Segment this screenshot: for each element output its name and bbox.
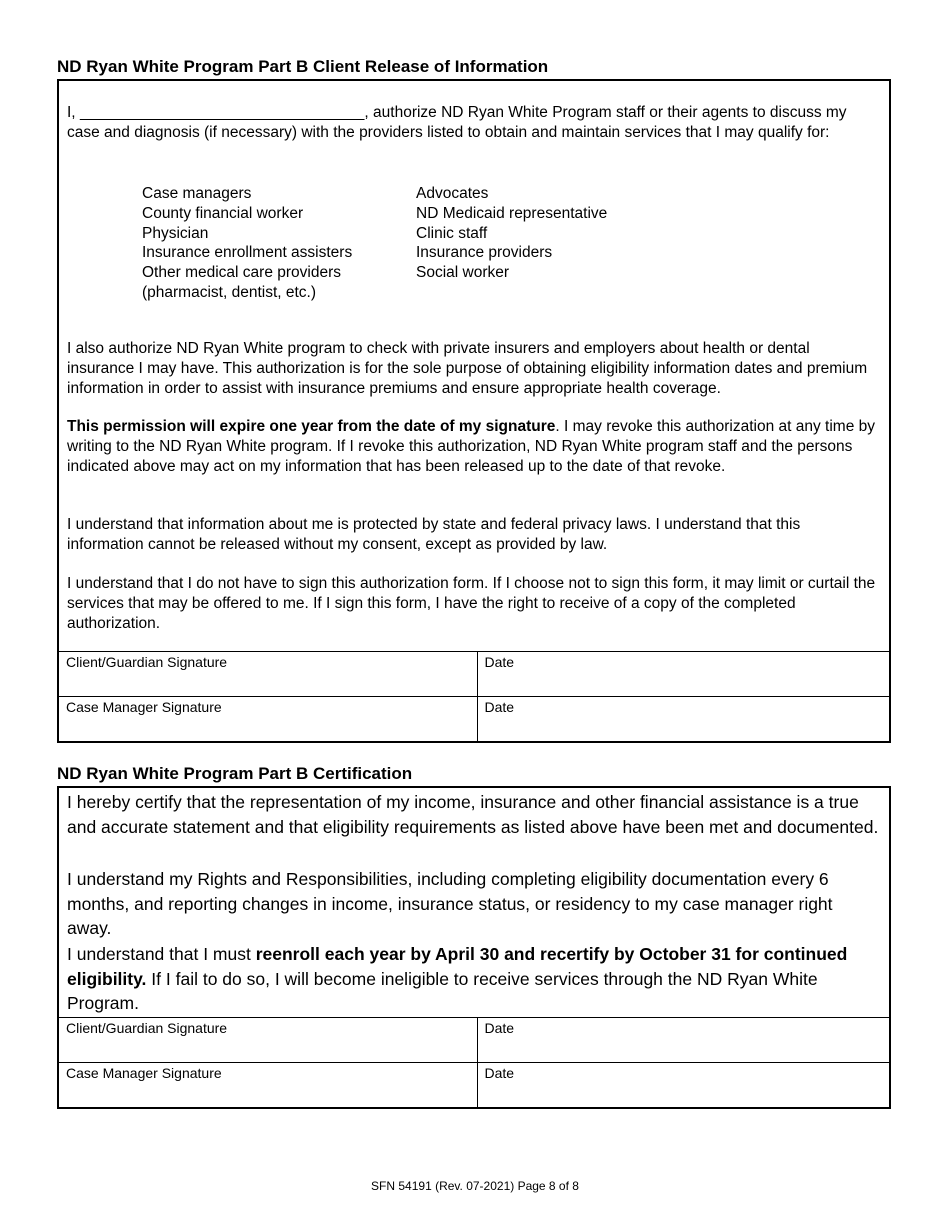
provider-item: County financial worker [142, 204, 304, 222]
client-signature-row [59, 652, 889, 697]
intro-suffix: , authorize ND Ryan White Program staff or their agents to discuss my case and diagnosis (if necessary) with the providers listed to obtain and maintain services that I may qualify for: [67, 104, 847, 141]
client-name-blank[interactable]: _________________________________ [79, 104, 365, 121]
authorization-intro [67, 103, 881, 143]
page-footer: SFN 54191 (Rev. 07-2021) Page 8 of 8 [371, 1179, 579, 1193]
case-manager-signature-field[interactable]: Case Manager Signature [59, 1063, 477, 1108]
privacy-paragraph: I understand that information about me is protected by state and federal privacy laws. I understand that this information cannot be released without my consent, except as provided by law. [67, 516, 801, 553]
case-manager-date-field[interactable]: Date [477, 697, 889, 742]
providers-list-right [416, 184, 607, 283]
provider-item: (pharmacist, dentist, etc.) [142, 283, 317, 301]
case-manager-signature-field[interactable]: Case Manager Signature [59, 697, 477, 742]
provider-item: ND Medicaid representative [416, 204, 608, 222]
signing-paragraph: I understand that I do not have to sign this authorization form. If I choose not to sign this form, it may limit or curtail the services that may be offered to me. If I sign this form, I have the right to receive of a copy of the completed authorization. [67, 575, 876, 632]
certification-signature-table [59, 1017, 889, 1108]
expiration-rest: . I may revoke this authorization at any time by writing to the ND Ryan White program. If I revoke this authorization, ND Ryan White program staff and the persons indicated above may act on my information that has been released up to the date of that revoke. [67, 418, 876, 475]
certification-para-rights: I understand my Rights and Responsibilities, including completing eligibility documentation every 6 months, and reporting changes in income, insurance status, or residency to my case manager right away. [67, 869, 833, 939]
expiration-bold: This permission will expire one year from the date of my signature [67, 418, 556, 435]
reenroll-bold: reenroll each year by April 30 and recertify by October 31 for continued eligibility. [67, 944, 848, 989]
providers-list-left [142, 184, 352, 303]
certification-para-income: I hereby certify that the representation of my income, insurance and other financial assistance is a true and accurate statement and that eligibility requirements as listed above have been met and documented. [67, 792, 879, 837]
release-signature-table [59, 651, 889, 742]
reenroll-suffix: If I fail to do so, I will become ineligible to receive services through the ND Ryan White Program. [67, 968, 818, 1014]
provider-item: Case managers [142, 185, 252, 202]
intro-prefix: I, [67, 104, 76, 121]
client-date-field[interactable]: Date [477, 1018, 889, 1063]
case-manager-signature-row [59, 1063, 889, 1108]
certification-para-reenroll [67, 942, 881, 1016]
certification-section-title: ND Ryan White Program Part B Certification [57, 764, 413, 783]
client-signature-field[interactable]: Client/Guardian Signature [59, 652, 477, 697]
case-manager-signature-row [59, 697, 889, 742]
client-signature-row [59, 1018, 889, 1063]
insurers-paragraph: I also authorize ND Ryan White program to check with private insurers and employers about health or dental insurance I may have. This authorization is for the sole purpose of obtaining eligibility information dates and premium information in order to assist with insurance premiums and ensure appropriate health coverage. [67, 340, 868, 397]
case-manager-date-field[interactable]: Date [477, 1063, 889, 1108]
provider-item: Physician [142, 224, 209, 242]
provider-item: Clinic staff [416, 224, 488, 242]
certification-form-box [57, 786, 891, 1109]
client-signature-field[interactable]: Client/Guardian Signature [59, 1018, 477, 1063]
provider-item: Other medical care providers [142, 264, 341, 282]
reenroll-prefix: I understand that I must [67, 944, 256, 964]
release-section-title: ND Ryan White Program Part B Client Release of Information [57, 57, 549, 76]
client-date-field[interactable]: Date [477, 652, 889, 697]
provider-item: Social worker [416, 264, 510, 282]
provider-item: Insurance providers [416, 244, 553, 262]
release-form-box [57, 79, 891, 743]
provider-item: Advocates [416, 185, 489, 202]
expiration-paragraph [67, 417, 881, 476]
provider-item: Insurance enrollment assisters [142, 244, 353, 262]
